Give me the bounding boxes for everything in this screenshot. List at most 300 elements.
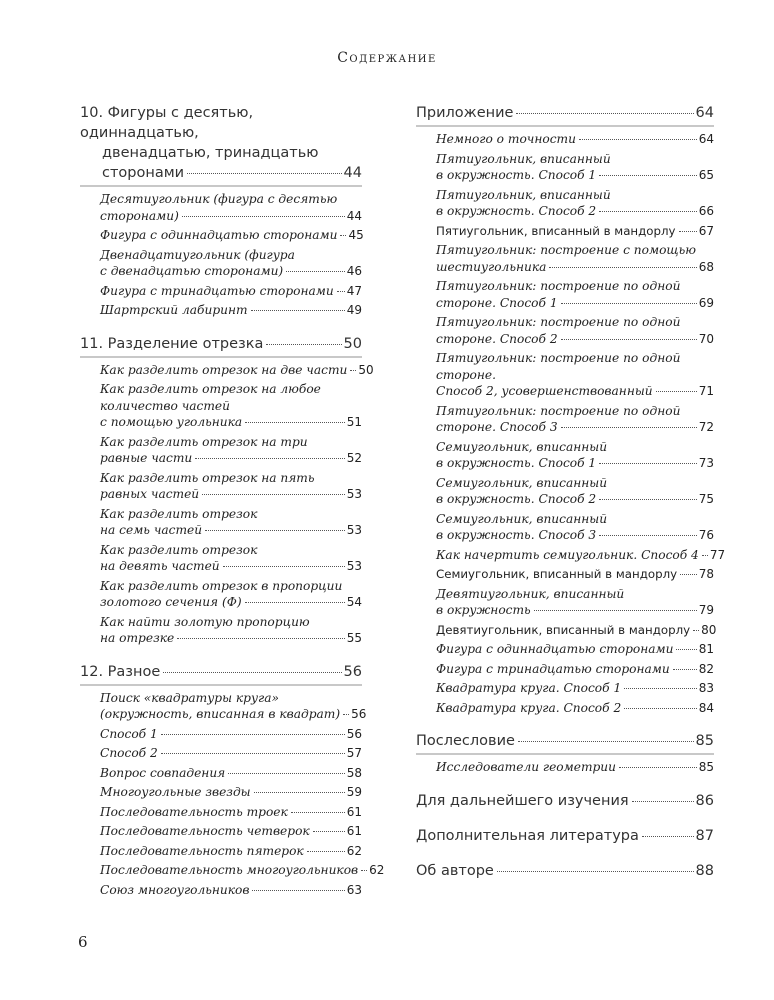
section-title-row <box>80 334 362 354</box>
toc-entry[interactable] <box>100 227 362 244</box>
section-page-number: 64 <box>695 105 714 121</box>
entry-text: Способ 2 <box>100 746 158 760</box>
dot-leader <box>254 792 345 793</box>
dot-leader <box>228 773 344 774</box>
entry-text: Вопрос совпадения <box>100 765 226 780</box>
entry-page-number: 67 <box>698 223 714 238</box>
toc-column-left <box>80 103 385 913</box>
section-page-number: 87 <box>695 827 714 844</box>
section-title-line: 10. Фигуры с десятью, одиннадцатью, <box>80 105 254 141</box>
entry-page-number: 56 <box>346 726 362 741</box>
entry-last-line <box>100 706 367 723</box>
section-heading[interactable] <box>80 662 362 686</box>
toc-entry[interactable] <box>100 434 362 467</box>
dot-leader <box>632 801 694 802</box>
entry-last-line <box>436 661 714 678</box>
toc-entry[interactable] <box>100 470 362 503</box>
dot-leader <box>624 688 697 689</box>
entry-text: Как разделить отрезок в пропорции <box>100 578 343 593</box>
section-title-text: 11. Разделение отрезка <box>80 335 264 352</box>
entry-last-line <box>100 227 362 244</box>
dot-leader <box>340 235 346 236</box>
entry-page-number: 58 <box>346 765 362 780</box>
section-page-number: 88 <box>695 862 714 879</box>
entry-last-line <box>100 784 362 801</box>
toc-section <box>416 103 726 716</box>
entry-text: Как разделить отрезок <box>100 542 258 557</box>
dot-leader <box>579 139 697 140</box>
toc-entry[interactable] <box>100 882 362 899</box>
entry-text: Как разделить отрезок на пять <box>100 470 315 485</box>
toc-entry[interactable] <box>436 242 714 275</box>
dot-leader <box>642 836 694 837</box>
dot-leader <box>177 638 345 639</box>
section-title-text: Послесловие <box>416 733 515 749</box>
entry-last-line <box>100 362 374 379</box>
entry-page-number: 63 <box>346 882 362 897</box>
toc-entry[interactable] <box>436 151 714 184</box>
entry-text: Как разделить отрезок на любое количество частей <box>100 382 321 413</box>
section-title-text: Для дальнейшего изучения <box>416 792 629 809</box>
entry-text: Пятиугольник: построение с помощью <box>436 243 696 257</box>
dot-leader <box>266 344 341 345</box>
toc-entry[interactable] <box>100 690 367 723</box>
section-page-number: 50 <box>343 335 362 352</box>
entry-text: шестиугольника <box>436 259 547 274</box>
dot-leader <box>343 714 349 715</box>
entry-list <box>80 191 362 319</box>
entry-text: Пятиугольник, вписанный <box>436 151 611 166</box>
entry-page-number: 75 <box>698 492 714 506</box>
dot-leader <box>656 391 697 392</box>
toc-column-right <box>416 103 726 896</box>
toc-entry[interactable] <box>100 283 362 300</box>
toc-entry[interactable] <box>100 843 362 860</box>
entry-text: в окружность. Способ 1 <box>436 168 597 182</box>
entry-last-line <box>436 259 714 276</box>
entry-last-line <box>100 630 362 647</box>
entry-page-number: 84 <box>698 700 714 715</box>
section-title-text: Приложение <box>416 105 514 121</box>
entry-text: стороне. Способ 3 <box>436 420 558 434</box>
toc-entry[interactable] <box>436 641 714 658</box>
entry-last-line <box>436 527 714 544</box>
dot-leader <box>161 734 345 735</box>
entry-text: Как разделить отрезок <box>100 506 258 521</box>
entry-text: Последовательность пятерок <box>100 843 304 858</box>
section-title-row <box>416 791 714 811</box>
entry-last-line <box>436 700 714 717</box>
entry-page-number: 82 <box>698 661 714 676</box>
toc-entry[interactable] <box>436 547 726 564</box>
entry-last-line <box>100 862 385 879</box>
toc-entry[interactable] <box>100 578 362 611</box>
entry-last-line <box>436 419 714 436</box>
entry-last-line <box>100 486 362 503</box>
entry-text: Немного о точности <box>436 132 576 146</box>
dot-leader <box>702 555 708 556</box>
toc-entry[interactable] <box>436 223 714 240</box>
entry-text: Семиугольник, вписанный <box>436 511 608 526</box>
section-page-number: 56 <box>343 663 362 680</box>
entry-last-line <box>100 745 362 762</box>
toc-entry[interactable] <box>100 862 385 879</box>
dot-leader <box>676 649 696 650</box>
entry-text: в окружность. Способ 1 <box>436 456 597 470</box>
dot-leader <box>518 741 694 742</box>
toc-entry[interactable] <box>436 759 714 776</box>
dot-leader <box>673 669 697 670</box>
toc-entry[interactable] <box>436 314 714 347</box>
toc-entry[interactable] <box>100 506 362 539</box>
entry-last-line <box>436 566 714 583</box>
entry-text: Пятиугольник, вписанный <box>436 187 611 202</box>
toc-entry[interactable] <box>436 680 714 697</box>
entry-text: Как начертить семиугольник. Способ 4 <box>436 547 699 562</box>
entry-text: Последовательность четверок <box>100 824 310 838</box>
toc-entry[interactable] <box>100 542 362 575</box>
dot-leader <box>361 870 367 871</box>
entry-text: равные части <box>100 451 193 465</box>
entry-page-number: 66 <box>698 204 714 218</box>
entry-text: Десятиугольник (фигура с десятью <box>100 192 338 206</box>
entry-text: с помощью угольника <box>100 415 243 429</box>
dot-leader <box>205 530 345 531</box>
entry-text: Многоугольные звезды <box>100 785 251 799</box>
entry-text: Девятиугольник, вписанный <box>436 586 625 601</box>
entry-text: Поиск «квадратуры круга» <box>100 690 279 705</box>
entry-text: Фигура с одиннадцатью сторонами <box>436 642 674 656</box>
entry-last-line <box>436 602 714 619</box>
entry-text: Последовательность троек <box>100 804 288 819</box>
entry-list <box>80 690 385 899</box>
entry-last-line <box>436 759 714 776</box>
dot-leader <box>286 271 345 272</box>
entry-text: Последовательность многоугольников <box>100 863 359 877</box>
entry-last-line <box>100 302 362 319</box>
dot-leader <box>245 602 345 603</box>
entry-page-number: 62 <box>346 843 362 858</box>
entry-text: Фигура с одиннадцатью сторонами <box>100 228 338 242</box>
entry-text: стороне. Способ 1 <box>436 295 558 310</box>
section-title-text: Дополнительная литература <box>416 827 639 844</box>
toc-entry[interactable] <box>436 700 714 717</box>
toc-entry[interactable] <box>436 661 714 678</box>
toc-section <box>80 103 362 319</box>
entry-page-number: 64 <box>698 132 714 146</box>
entry-page-number: 65 <box>698 168 714 182</box>
entry-last-line <box>100 843 362 860</box>
entry-page-number: 73 <box>698 456 714 470</box>
entry-page-number: 61 <box>346 804 362 819</box>
entry-text: Шартрский лабиринт <box>100 303 248 317</box>
section-title-line: двенадцатью, тринадцатью <box>102 145 319 161</box>
entry-last-line <box>436 491 714 508</box>
entry-last-line <box>100 414 362 431</box>
entry-last-line <box>436 383 714 400</box>
entry-last-line <box>100 804 362 821</box>
entry-page-number: 46 <box>346 264 362 278</box>
entry-page-number: 56 <box>351 707 367 721</box>
entry-last-line <box>436 547 726 564</box>
section-heading[interactable] <box>416 731 714 755</box>
dot-leader <box>599 499 697 500</box>
toc-entry[interactable] <box>100 614 362 647</box>
entry-last-line <box>436 680 714 697</box>
entry-text: Способ 1 <box>100 726 158 741</box>
toc-entry[interactable] <box>436 586 714 619</box>
entry-last-line <box>100 594 362 611</box>
toc-entry[interactable] <box>436 475 714 508</box>
section-title-text: сторонами <box>102 165 185 181</box>
toc-entry[interactable] <box>100 765 362 782</box>
dot-leader <box>245 422 345 423</box>
entry-text: в окружность. Способ 2 <box>436 204 597 218</box>
entry-last-line <box>436 223 714 240</box>
entry-page-number: 44 <box>346 208 362 223</box>
dot-leader <box>693 630 699 631</box>
entry-last-line <box>436 622 717 639</box>
toc-entry[interactable] <box>100 362 374 379</box>
entry-page-number: 83 <box>698 681 714 695</box>
toc-section <box>80 334 374 647</box>
entry-text: Союз многоугольников <box>100 882 250 897</box>
toc-entry[interactable] <box>436 439 714 472</box>
entry-page-number: 70 <box>698 331 714 346</box>
toc-entry[interactable] <box>436 511 714 544</box>
entry-text: Исследователи геометрии <box>436 760 617 774</box>
entry-last-line <box>436 455 714 472</box>
entry-text: в окружность. Способ 2 <box>436 492 597 506</box>
section-title-row <box>416 731 714 751</box>
dot-leader <box>599 211 697 212</box>
dot-leader <box>251 310 345 311</box>
toc-entry[interactable] <box>100 823 362 840</box>
page-title: Содержание <box>337 50 437 66</box>
dot-leader <box>599 535 697 536</box>
dot-leader <box>599 175 697 176</box>
entry-page-number: 53 <box>346 487 362 501</box>
toc-entry[interactable] <box>100 381 362 431</box>
toc-entry[interactable] <box>100 804 362 821</box>
entry-page-number: 71 <box>698 384 714 398</box>
section-title-row <box>416 826 714 846</box>
entry-page-number: 85 <box>698 760 714 774</box>
page-number: 6 <box>78 933 88 951</box>
entry-text: Семиугольник, вписанный <box>436 439 608 454</box>
entry-text: равных частей <box>100 487 200 501</box>
entry-text: на семь частей <box>100 523 203 537</box>
entry-last-line <box>100 208 362 225</box>
entry-last-line <box>100 726 362 743</box>
entry-text: Как найти золотую пропорцию <box>100 614 310 629</box>
dot-leader <box>561 339 697 340</box>
toc-entry[interactable] <box>100 302 362 319</box>
toc-entry[interactable] <box>100 784 362 801</box>
dot-leader <box>182 216 345 217</box>
dot-leader <box>624 708 697 709</box>
entry-page-number: 69 <box>698 295 714 310</box>
entry-page-number: 53 <box>346 523 362 537</box>
dot-leader <box>680 574 697 575</box>
entry-page-number: 55 <box>346 631 362 645</box>
toc-entry[interactable] <box>436 622 717 639</box>
entry-text: на отрезке <box>100 631 175 645</box>
entry-page-number: 80 <box>701 622 717 637</box>
entry-list <box>80 362 374 647</box>
entry-list <box>416 131 726 716</box>
entry-last-line <box>100 263 362 280</box>
entry-last-line <box>436 203 714 220</box>
section-title-text: 12. Разное <box>80 663 161 680</box>
toc-entry[interactable] <box>436 403 714 436</box>
dot-leader <box>163 672 341 673</box>
entry-page-number: 54 <box>346 595 362 609</box>
dot-leader <box>223 566 345 567</box>
entry-last-line <box>436 167 714 184</box>
toc-entry[interactable] <box>100 726 362 743</box>
section-heading[interactable] <box>416 826 714 846</box>
entry-page-number: 68 <box>698 259 714 274</box>
dot-leader <box>679 231 697 232</box>
entry-last-line <box>436 331 714 348</box>
entry-text: Девятиугольник, вписанный в мандорлу <box>436 622 691 637</box>
entry-last-line <box>100 823 362 840</box>
dot-leader <box>161 753 345 754</box>
entry-page-number: 50 <box>358 362 374 377</box>
section-title-row <box>80 163 362 183</box>
entry-page-number: 45 <box>348 228 364 242</box>
dot-leader <box>534 610 697 611</box>
entry-text: (окружность, вписанная в квадрат) <box>100 707 341 721</box>
entry-text: Квадратура круга. Способ 2 <box>436 700 622 715</box>
section-heading[interactable] <box>416 791 714 811</box>
entry-text: на девять частей <box>100 559 220 573</box>
toc-entry[interactable] <box>436 187 714 220</box>
toc-entry[interactable] <box>100 191 362 224</box>
entry-last-line <box>100 522 362 539</box>
entry-text: Как разделить отрезок на три <box>100 434 308 449</box>
dot-leader <box>619 767 697 768</box>
entry-page-number: 49 <box>346 303 362 317</box>
toc-entry[interactable] <box>100 247 362 280</box>
dot-leader <box>291 812 345 813</box>
dot-leader <box>337 291 345 292</box>
entry-text: в окружность <box>436 603 531 617</box>
dot-leader <box>561 303 697 304</box>
entry-page-number: 76 <box>698 528 714 542</box>
dot-leader <box>497 871 694 872</box>
section-title-row <box>416 861 714 881</box>
dot-leader <box>516 113 693 114</box>
dot-leader <box>202 494 345 495</box>
entry-last-line <box>436 295 714 312</box>
entry-last-line <box>100 283 362 300</box>
section-page-number: 85 <box>695 733 714 749</box>
entry-last-line <box>100 765 362 782</box>
dot-leader <box>195 458 344 459</box>
section-title-row <box>416 103 714 123</box>
dot-leader <box>599 463 697 464</box>
section-page-number: 86 <box>695 792 714 809</box>
entry-last-line <box>436 641 714 658</box>
toc-section <box>416 861 714 881</box>
entry-text-line: Двенадцатиугольник (фигура <box>100 247 295 262</box>
entry-text: Пятиугольник: построение по одной <box>436 315 681 329</box>
section-heading[interactable] <box>80 334 362 358</box>
section-heading[interactable] <box>80 103 362 187</box>
entry-last-line <box>100 450 362 467</box>
entry-text: Фигура с тринадцатью сторонами <box>100 283 334 298</box>
dot-leader <box>187 173 341 174</box>
toc-entry[interactable] <box>436 278 714 311</box>
entry-text: Семиугольник, вписанный <box>436 475 608 490</box>
entry-page-number: 78 <box>698 567 714 581</box>
entry-page-number: 59 <box>346 785 362 799</box>
entry-text: в окружность. Способ 3 <box>436 528 597 542</box>
entry-page-number: 79 <box>698 603 714 617</box>
entry-last-line <box>100 882 362 899</box>
entry-text: Фигура с тринадцатью сторонами <box>436 661 670 676</box>
entry-text: с двенадцатью сторонами) <box>100 264 284 278</box>
toc-section <box>80 662 385 899</box>
entry-page-number: 77 <box>709 547 726 562</box>
entry-text: Пятиугольник: построение по одной <box>436 403 681 418</box>
entry-text: Способ 2, усовершенствованный <box>436 384 653 398</box>
entry-text: сторонами) <box>100 208 179 223</box>
entry-text: стороне. Способ 2 <box>436 331 558 346</box>
entry-text: Пятиугольник: построение по одной <box>436 279 681 293</box>
entry-page-number: 72 <box>698 420 714 434</box>
section-heading[interactable] <box>416 103 714 127</box>
entry-page-number: 57 <box>346 746 362 760</box>
dot-leader <box>549 267 696 268</box>
entry-text: золотого сечения (Ф) <box>100 595 242 609</box>
entry-page-number: 47 <box>346 283 362 298</box>
entry-page-number: 81 <box>698 642 714 656</box>
section-title-row <box>80 662 362 682</box>
dot-leader <box>561 427 697 428</box>
dot-leader <box>307 851 345 852</box>
dot-leader <box>313 831 345 832</box>
toc-section <box>416 731 714 776</box>
toc-entry[interactable] <box>436 131 714 148</box>
entry-page-number: 52 <box>346 451 362 465</box>
entry-text: Семиугольник, вписанный в мандорлу <box>436 567 678 581</box>
entry-page-number: 62 <box>369 863 385 877</box>
toc-section <box>416 791 714 811</box>
toc-entry[interactable] <box>436 566 714 583</box>
entry-page-number: 51 <box>346 415 362 429</box>
dot-leader <box>350 370 356 371</box>
toc-entry[interactable] <box>100 745 362 762</box>
entry-last-line <box>100 558 362 575</box>
toc-entry[interactable] <box>436 350 714 400</box>
section-page-number: 44 <box>343 165 362 181</box>
entry-page-number: 53 <box>346 559 362 573</box>
toc-section <box>416 826 714 846</box>
entry-last-line <box>436 131 714 148</box>
section-title-text: Об авторе <box>416 862 494 879</box>
entry-text: Пятиугольник: построение по одной стороне. <box>436 351 681 382</box>
entry-text: Как разделить отрезок на две части <box>100 362 348 377</box>
dot-leader <box>252 890 344 891</box>
entry-text: Квадратура круга. Способ 1 <box>436 681 622 695</box>
entry-page-number: 61 <box>346 824 362 838</box>
entry-list <box>416 759 714 776</box>
entry-text: Пятиугольник, вписанный в мандорлу <box>436 223 676 238</box>
section-heading[interactable] <box>416 861 714 881</box>
